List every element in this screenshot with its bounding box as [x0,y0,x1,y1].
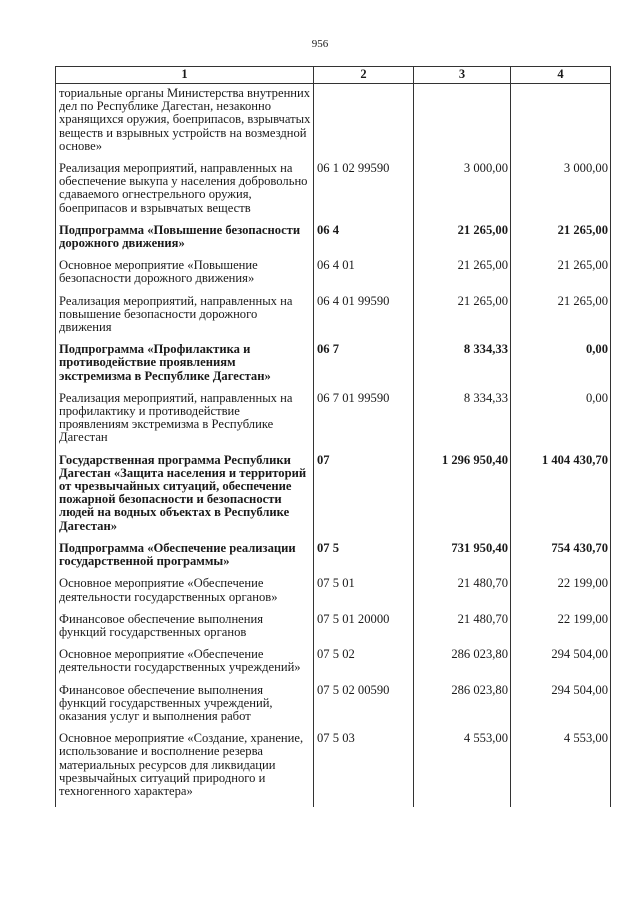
column-header-2: 2 [314,67,414,84]
row-name: Реализация мероприятий, направленных на профилактику и противодействие проявлениям экстремизма в Республике Дагестан [56,392,314,454]
row-name: Основное мероприятие «Повышение безопасности дорожного движения» [56,259,314,294]
row-value-year-2: 4 553,00 [511,732,611,807]
row-name: Основное мероприятие «Обеспечение деятельности государственных органов» [56,577,314,612]
row-value-year-2: 21 265,00 [511,295,611,344]
table-row [56,392,611,454]
row-code: 06 1 02 99590 [314,162,414,224]
row-value-year-2: 0,00 [511,392,611,454]
row-value-year-1: 4 553,00 [414,732,511,807]
table-row [56,684,611,733]
row-code: 07 5 02 00590 [314,684,414,733]
row-name: Государственная программа Республики Дагестан «Защита населения и территорий от чрезвычайных ситуаций, обеспечение пожарной безопасности и безопасности людей на водных объектах в Республике Дагестан» [56,454,314,542]
row-value-year-2: 1 404 430,70 [511,454,611,542]
row-value-year-1: 286 023,80 [414,684,511,733]
row-name: Подпрограмма «Повышение безопасности дорожного движения» [56,224,314,259]
row-value-year-2: 21 265,00 [511,259,611,294]
row-code: 06 4 [314,224,414,259]
row-code: 06 7 [314,343,414,392]
row-code: 06 4 01 [314,259,414,294]
row-name: Подпрограмма «Профилактика и противодействие проявлениям экстремизма в Республике Дагестан» [56,343,314,392]
row-code: 07 5 03 [314,732,414,807]
table-row [56,84,611,163]
table-row [56,577,611,612]
row-value-year-2: 754 430,70 [511,542,611,577]
page-number: 956 [311,38,329,50]
row-name: Реализация мероприятий, направленных на повышение безопасности дорожного движения [56,295,314,344]
budget-table [55,66,611,807]
row-name: Основное мероприятие «Обеспечение деятельности государственных учреждений» [56,648,314,683]
row-value-year-2: 294 504,00 [511,684,611,733]
row-code: 07 5 02 [314,648,414,683]
row-code: 06 4 01 99590 [314,295,414,344]
row-code: 07 5 [314,542,414,577]
row-value-year-1: 21 265,00 [414,224,511,259]
table-row [56,162,611,224]
row-value-year-1: 21 480,70 [414,613,511,648]
row-value-year-1: 1 296 950,40 [414,454,511,542]
row-value-year-1: 8 334,33 [414,392,511,454]
row-code: 07 [314,454,414,542]
row-name: Финансовое обеспечение выполнения функций государственных органов [56,613,314,648]
row-value-year-1: 731 950,40 [414,542,511,577]
column-header-1: 1 [56,67,314,84]
row-code: 06 7 01 99590 [314,392,414,454]
table-row [56,542,611,577]
row-name: Подпрограмма «Обеспечение реализации государственной программы» [56,542,314,577]
row-value-year-2: 22 199,00 [511,577,611,612]
row-value-year-2: 3 000,00 [511,162,611,224]
table-row [56,454,611,542]
row-value-year-2 [511,84,611,163]
row-value-year-1: 21 265,00 [414,259,511,294]
table-row [56,259,611,294]
row-value-year-1: 286 023,80 [414,648,511,683]
row-code: 07 5 01 [314,577,414,612]
row-value-year-1: 21 480,70 [414,577,511,612]
row-code [314,84,414,163]
row-name: ториальные органы Министерства внутренних дел по Республике Дагестан, незаконно хранящихся оружия, боеприпасов, взрывчатых веществ и взрывных устройств на возмездной основе» [56,84,314,163]
table-row [56,732,611,807]
row-value-year-2: 22 199,00 [511,613,611,648]
row-value-year-1: 3 000,00 [414,162,511,224]
table-row [56,343,611,392]
table-row [56,648,611,683]
column-header-3: 3 [414,67,511,84]
table-row [56,613,611,648]
table-row [56,224,611,259]
column-header-4: 4 [511,67,611,84]
row-code: 07 5 01 20000 [314,613,414,648]
row-name: Реализация мероприятий, направленных на обеспечение выкупа у населения добровольно сдаваемого огнестрельного оружия, боеприпасов и взрывчатых веществ [56,162,314,224]
row-value-year-2: 21 265,00 [511,224,611,259]
table-row [56,295,611,344]
row-value-year-1: 8 334,33 [414,343,511,392]
row-value-year-2: 294 504,00 [511,648,611,683]
row-value-year-1 [414,84,511,163]
row-name: Основное мероприятие «Создание, хранение, использование и восполнение резерва материальных ресурсов для ликвидации чрезвычайных ситуаций природного и техногенного характера» [56,732,314,807]
table-header-row [56,67,611,84]
row-value-year-1: 21 265,00 [414,295,511,344]
row-name: Финансовое обеспечение выполнения функций государственных учреждений, оказания услуг и выполнения работ [56,684,314,733]
row-value-year-2: 0,00 [511,343,611,392]
